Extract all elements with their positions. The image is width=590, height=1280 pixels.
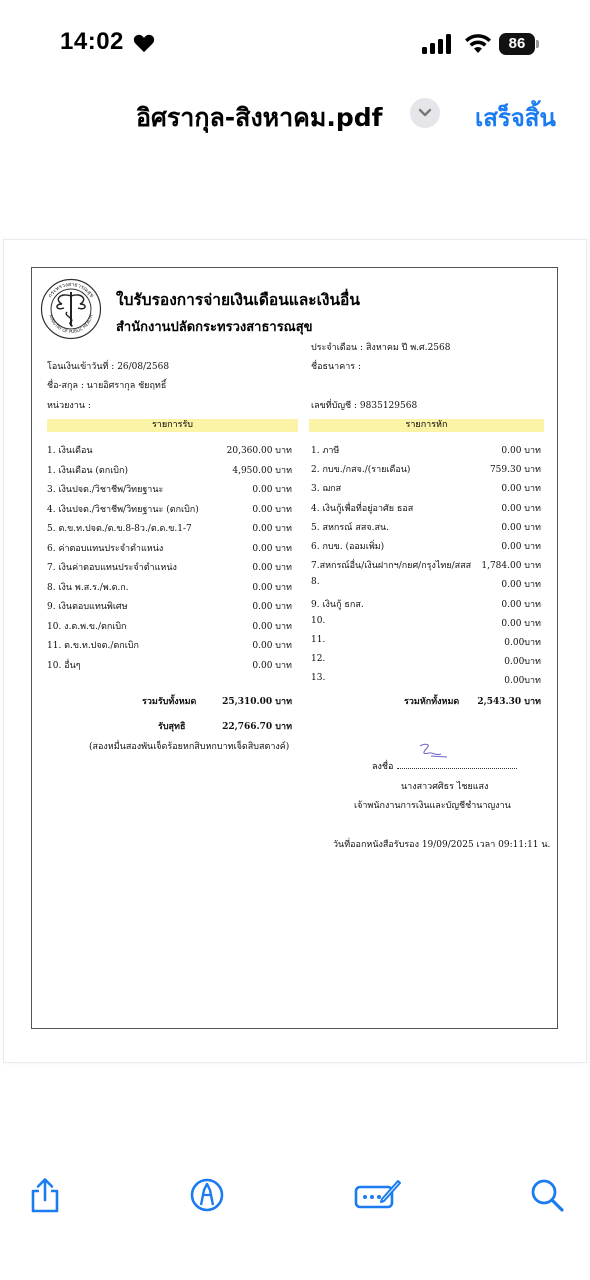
signer-name: นางสาวศศิธร ไชยแสง <box>401 782 489 792</box>
document-frame <box>31 267 558 1029</box>
status-time: 14:02 <box>60 28 124 55</box>
deduction-item-amount: 1,784.00 บาท <box>481 561 541 572</box>
income-item-label: 11. ต.ข.ท.ปจต./ตกเบิก <box>47 641 139 651</box>
income-section-header: รายการรับ <box>47 419 298 432</box>
bank-name: ชื่อธนาคาร : <box>311 362 362 372</box>
unit: หน่วยงาน : <box>47 401 91 411</box>
share-icon[interactable] <box>25 1175 65 1215</box>
sign-label: ลงชื่อ <box>372 762 394 772</box>
deduction-item-amount: 0.00บาท <box>504 638 541 648</box>
deduction-item-amount: 0.00 บาท <box>501 599 541 610</box>
battery-cap <box>536 40 539 48</box>
document-heading: ใบรับรองการจ่ายเงินเดือนและเงินอื่น <box>116 290 360 309</box>
deduction-item-amount: 0.00 บาท <box>501 446 541 456</box>
search-icon[interactable] <box>527 1175 567 1215</box>
income-item-label: 1. เงินเดือน (ตกเบิก) <box>47 465 128 476</box>
income-item-amount: 0.00 บาท <box>252 582 292 593</box>
deduction-item-label: 3. ฌกส <box>311 484 342 495</box>
signature-line <box>372 759 517 773</box>
income-item-amount: 0.00 บาท <box>252 602 292 612</box>
deduction-item-amount: 0.00บาท <box>504 657 541 668</box>
svg-text:กระทรวงสาธารณสุข: กระทรวงสาธารณสุข <box>47 281 95 299</box>
income-item-amount: 0.00 บาท <box>252 660 292 671</box>
income-item-label: 6. ค่าตอบแทนประจำตำแหน่ง <box>47 543 164 554</box>
pay-month: ประจำเดือน : สิงหาคม ปี พ.ศ.2568 <box>311 343 451 353</box>
svg-text:MINISTRY OF PUBLIC HEALTH: MINISTRY OF PUBLIC HEALTH <box>48 313 94 335</box>
signer-title: เจ้าพนักงานการเงินและบัญชีชำนาญงาน <box>354 801 511 811</box>
deduction-item-label: 8. <box>311 577 320 588</box>
battery-indicator <box>499 33 539 55</box>
deduction-item-amount: 0.00 บาท <box>501 484 541 495</box>
deduction-item-amount: 0.00 บาท <box>501 503 541 514</box>
heart-icon <box>133 33 155 53</box>
pdf-page <box>4 240 586 1062</box>
income-item-amount: 4,950.00 บาท <box>232 465 292 476</box>
deduction-item-amount: 0.00 บาท <box>501 542 541 552</box>
title-menu-button[interactable] <box>410 98 440 128</box>
income-item-label: 10. อื่นๆ <box>47 660 81 671</box>
deduction-item-label: 5. สหกรณ์ สสจ.สน. <box>311 522 389 533</box>
income-item-label: 7. เงินค่าตอบแทนประจำตำแหน่ง <box>47 563 177 573</box>
income-item-amount: 0.00 บาท <box>252 563 292 573</box>
bottom-toolbar <box>0 1160 590 1240</box>
deduction-item-label: 10. <box>311 615 326 626</box>
deduction-item-label: 12. <box>311 654 326 665</box>
income-item-amount: 0.00 บาท <box>252 485 292 495</box>
document-subheading: สำนักงานปลัดกระทรวงสาธารณสุข <box>116 320 313 335</box>
employee-name: ชื่อ-สกุล : นายอิศรากุล ชัยฤทธิ์ <box>47 381 167 391</box>
deduction-item-label: 4. เงินกู้เพื่อที่อยู่อาศัย ธอส <box>311 503 414 514</box>
income-item-amount: 0.00 บาท <box>252 524 292 534</box>
document-title[interactable]: อิศรากุล-สิงหาคม.pdf <box>136 103 383 132</box>
deduction-section-header: รายการหัก <box>309 419 544 432</box>
total-deduction-amount: 2,543.30 บาท <box>477 697 541 707</box>
deduction-item-label: 13. <box>311 673 326 684</box>
net-pay-amount: 22,766.70 บาท <box>222 722 292 732</box>
total-income-label: รวมรับทั้งหมด <box>142 697 197 707</box>
deduction-item-amount: 0.00บาท <box>504 676 541 687</box>
deduction-item-label: 6. กบข. (ออมเพิ่ม) <box>311 542 385 552</box>
deduction-item-amount: 0.00 บาท <box>501 522 541 533</box>
income-item-label: 4. เงินปจต./วิชาชีพ/วิทยฐานะ (ตกเบิก) <box>47 504 199 515</box>
income-item-label: 9. เงินตอบแทนพิเศษ <box>47 602 128 612</box>
income-item-label: 1. เงินเดือน <box>47 446 93 456</box>
net-pay-label: รับสุทธิ <box>158 722 186 732</box>
total-income-amount: 25,310.00 บาท <box>222 697 292 707</box>
deduction-item-label: 1. ภาษี <box>311 446 340 456</box>
net-pay-words: (สองหมื่นสองพันเจ็ดร้อยหกสิบหกบาทเจ็ดสิบสตางค์) <box>89 742 290 752</box>
deduction-item-label: 7.สหกรณ์อื่น/เงินฝากฯ/กยศ/กรุงไทย/สสส <box>311 561 472 572</box>
deduction-item-amount: 759.30 บาท <box>489 465 541 476</box>
deduction-item-amount: 0.00 บาท <box>501 580 541 591</box>
chevron-down-icon <box>418 108 432 118</box>
income-item-amount: 0.00 บาท <box>252 621 292 632</box>
battery-level: 86 <box>499 33 535 55</box>
account-number: เลขที่บัญชี : 9835129568 <box>311 401 418 411</box>
markup-icon[interactable] <box>187 1175 227 1215</box>
deduction-item-label: 11. <box>311 635 326 645</box>
income-item-label: 3. เงินปจต./วิชาชีพ/วิทยฐานะ <box>47 485 164 495</box>
form-fill-icon[interactable] <box>354 1175 402 1215</box>
income-item-amount: 20,360.00 บาท <box>226 446 292 456</box>
issued-timestamp: วันที่ออกหนังสือรับรอง 19/09/2025 เวลา 09:11:11 น. <box>333 840 551 850</box>
done-button[interactable]: เสร็จสิ้น <box>475 104 556 132</box>
pdf-viewer[interactable] <box>0 150 590 1140</box>
nav-bar <box>0 88 590 140</box>
signal-icon <box>422 34 454 54</box>
income-item-label: 10. ง.ต.พ.ข./ตกเบิก <box>47 621 127 632</box>
transfer-date: โอนเงินเข้าวันที่ : 26/08/2568 <box>47 362 170 372</box>
income-item-label: 8. เงิน พ.ส.ร./พ.ต.ก. <box>47 582 129 593</box>
total-deduction-label: รวมหักทั้งหมด <box>404 697 460 707</box>
deduction-item-label: 2. กบข./กสจ./(รายเดือน) <box>311 465 411 476</box>
income-item-label: 5. ต.ข.ท.ปจต./ต.ข.8-8ว./ต.ด.ข.1-7 <box>47 524 192 534</box>
deduction-item-label: 9. เงินกู้ ธกส. <box>311 599 364 610</box>
ministry-seal-logo <box>40 278 102 340</box>
income-item-amount: 0.00 บาท <box>252 543 292 554</box>
status-bar <box>0 0 590 90</box>
income-item-amount: 0.00 บาท <box>252 641 292 651</box>
signature-image <box>417 742 449 760</box>
deduction-item-amount: 0.00 บาท <box>501 618 541 629</box>
wifi-icon <box>464 32 492 54</box>
income-item-amount: 0.00 บาท <box>252 504 292 515</box>
